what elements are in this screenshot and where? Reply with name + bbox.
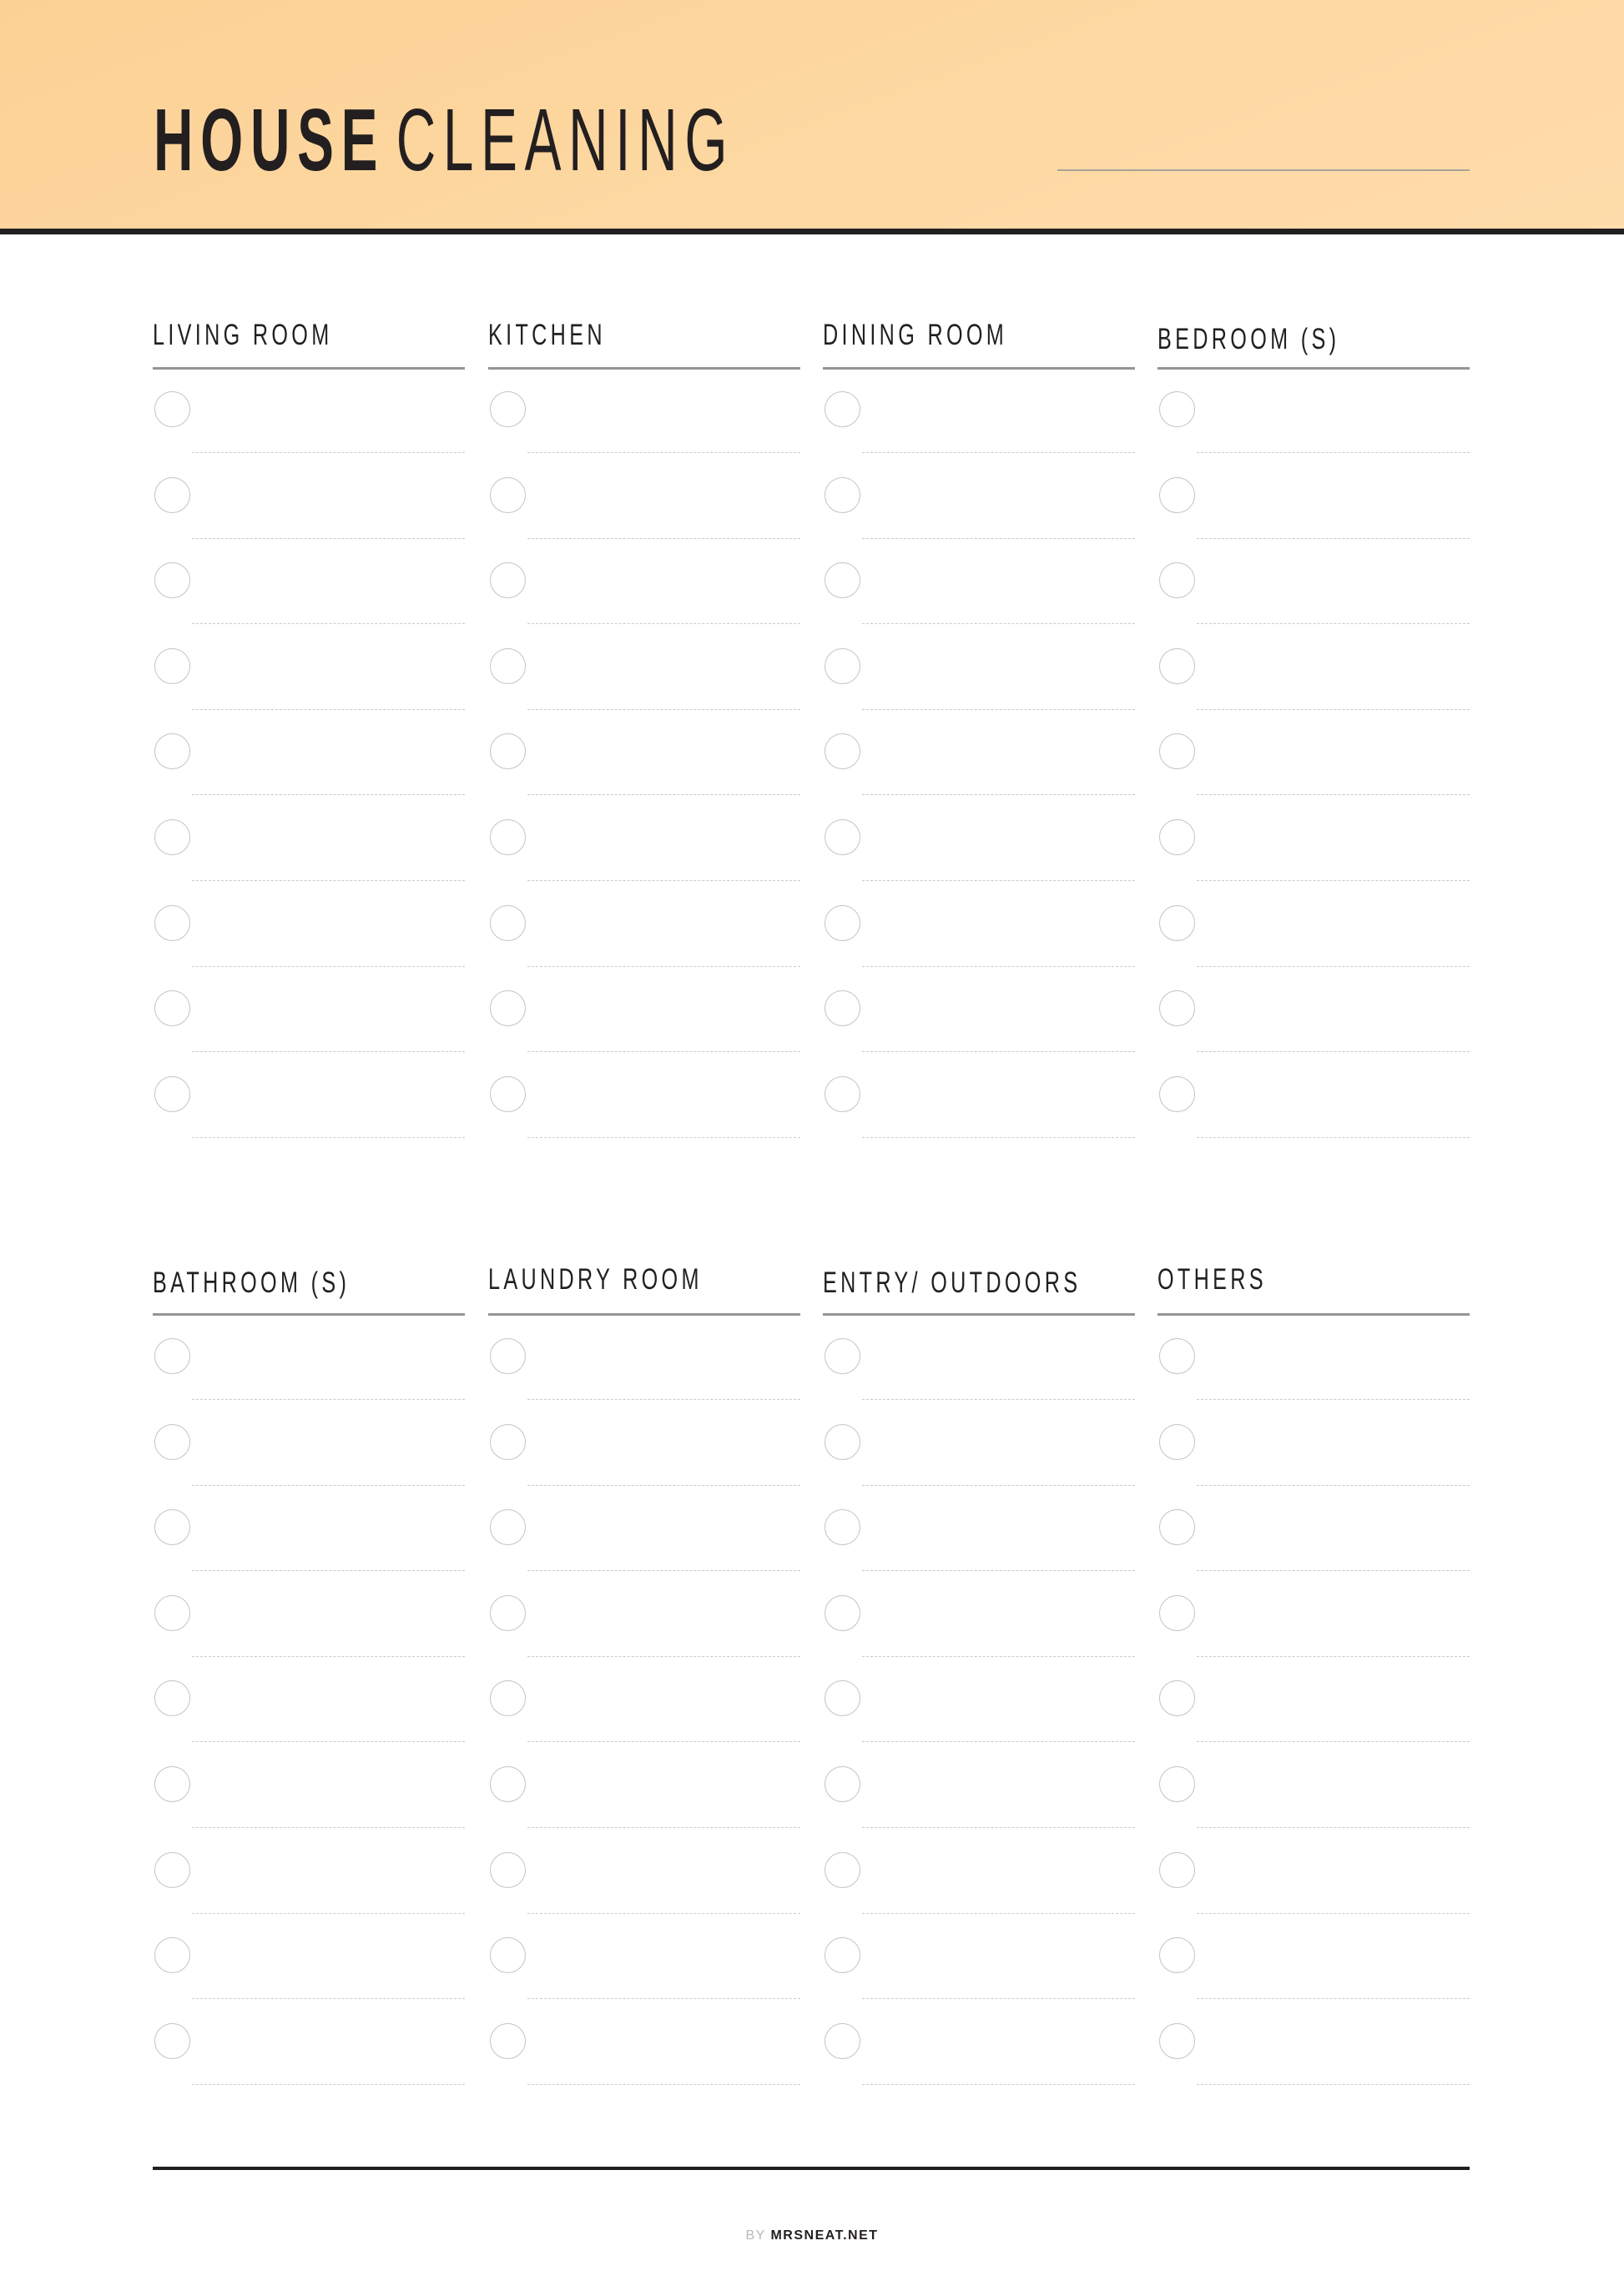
checkbox-circle[interactable]: [825, 562, 860, 598]
header-border: [0, 229, 1624, 234]
checkbox-circle[interactable]: [490, 905, 526, 941]
task-write-line[interactable]: [192, 2084, 465, 2085]
checkbox-circle[interactable]: [1159, 648, 1195, 684]
checkbox-circle[interactable]: [1159, 2023, 1195, 2059]
heading-underline: [153, 1313, 465, 1316]
checkbox-circle[interactable]: [1159, 562, 1195, 598]
checkbox-circle[interactable]: [154, 1424, 190, 1460]
task-write-line[interactable]: [1197, 1051, 1470, 1052]
checkbox-circle[interactable]: [154, 1852, 190, 1888]
checkbox-circle[interactable]: [825, 1076, 860, 1112]
task-write-line[interactable]: [1197, 880, 1470, 881]
checkbox-circle[interactable]: [825, 905, 860, 941]
heading-underline: [153, 367, 465, 370]
checkbox-circle[interactable]: [825, 391, 860, 427]
checkbox-circle[interactable]: [490, 1766, 526, 1802]
task-write-line[interactable]: [862, 1656, 1135, 1657]
task-write-line[interactable]: [862, 2084, 1135, 2085]
task-write-line[interactable]: [862, 1051, 1135, 1052]
task-write-line[interactable]: [1197, 1137, 1470, 1138]
checkbox-circle[interactable]: [825, 1766, 860, 1802]
checkbox-circle[interactable]: [1159, 1937, 1195, 1973]
checkbox-circle[interactable]: [1159, 1852, 1195, 1888]
checkbox-circle[interactable]: [1159, 1680, 1195, 1716]
task-write-line[interactable]: [1197, 2084, 1470, 2085]
task-write-line[interactable]: [527, 794, 800, 795]
checkbox-circle[interactable]: [1159, 1595, 1195, 1631]
checkbox-circle[interactable]: [1159, 1076, 1195, 1112]
task-write-line[interactable]: [527, 538, 800, 539]
task-write-line[interactable]: [527, 966, 800, 967]
checkbox-circle[interactable]: [154, 905, 190, 941]
task-write-line[interactable]: [862, 538, 1135, 539]
task-write-line[interactable]: [192, 538, 465, 539]
checkbox-circle[interactable]: [490, 391, 526, 427]
task-write-line[interactable]: [862, 1570, 1135, 1571]
task-write-line[interactable]: [1197, 1998, 1470, 1999]
task-write-line[interactable]: [1197, 966, 1470, 967]
task-write-line[interactable]: [192, 1656, 465, 1657]
checkbox-circle[interactable]: [490, 1852, 526, 1888]
checkbox-circle[interactable]: [490, 648, 526, 684]
checkbox-circle[interactable]: [154, 1595, 190, 1631]
checkbox-circle[interactable]: [154, 1509, 190, 1545]
task-write-line[interactable]: [862, 966, 1135, 967]
task-write-line[interactable]: [1197, 1485, 1470, 1486]
task-write-line[interactable]: [527, 1656, 800, 1657]
task-write-line[interactable]: [862, 1913, 1135, 1914]
task-write-line[interactable]: [192, 709, 465, 710]
checkbox-circle[interactable]: [1159, 1338, 1195, 1374]
task-write-line[interactable]: [192, 1913, 465, 1914]
checkbox-circle[interactable]: [490, 2023, 526, 2059]
checkbox-circle[interactable]: [490, 477, 526, 513]
checkbox-circle[interactable]: [825, 1338, 860, 1374]
checkbox-circle[interactable]: [490, 1424, 526, 1460]
title-bold: HOUSE: [154, 91, 386, 189]
task-write-line[interactable]: [527, 1485, 800, 1486]
heading-underline: [823, 1313, 1135, 1316]
task-write-line[interactable]: [1197, 1827, 1470, 1828]
checkbox-circle[interactable]: [825, 990, 860, 1026]
checkbox-circle[interactable]: [1159, 391, 1195, 427]
heading-entry-outdoors: ENTRY/ OUTDOORS: [823, 1266, 1082, 1299]
checkbox-circle[interactable]: [154, 819, 190, 855]
task-write-line[interactable]: [192, 1399, 465, 1400]
task-write-line[interactable]: [527, 1570, 800, 1571]
checkbox-circle[interactable]: [154, 1937, 190, 1973]
checkbox-circle[interactable]: [490, 1509, 526, 1545]
task-write-line[interactable]: [192, 623, 465, 624]
task-write-line[interactable]: [527, 1741, 800, 1742]
task-write-line[interactable]: [527, 1998, 800, 1999]
task-write-line[interactable]: [862, 1485, 1135, 1486]
task-write-line[interactable]: [527, 1399, 800, 1400]
checkbox-circle[interactable]: [490, 819, 526, 855]
task-write-line[interactable]: [192, 452, 465, 453]
task-write-line[interactable]: [527, 1913, 800, 1914]
task-write-line[interactable]: [192, 1741, 465, 1742]
task-write-line[interactable]: [862, 1827, 1135, 1828]
heading-underline: [488, 367, 800, 370]
checkbox-circle[interactable]: [154, 1338, 190, 1374]
task-write-line[interactable]: [527, 623, 800, 624]
task-write-line[interactable]: [192, 794, 465, 795]
title-light: CLEANING: [396, 91, 735, 189]
task-write-line[interactable]: [527, 709, 800, 710]
footer-credit: [0, 2228, 1624, 2243]
checkbox-circle[interactable]: [1159, 477, 1195, 513]
header-banner: [0, 0, 1624, 229]
checkbox-circle[interactable]: [825, 733, 860, 769]
checkbox-circle[interactable]: [825, 1852, 860, 1888]
task-write-line[interactable]: [862, 1399, 1135, 1400]
task-write-line[interactable]: [527, 1051, 800, 1052]
checkbox-circle[interactable]: [825, 1937, 860, 1973]
checkbox-circle[interactable]: [154, 562, 190, 598]
task-write-line[interactable]: [862, 452, 1135, 453]
heading-underline: [488, 1313, 800, 1316]
task-write-line[interactable]: [1197, 1913, 1470, 1914]
heading-bedroom-s: BEDROOM (S): [1157, 323, 1340, 355]
checkbox-circle[interactable]: [1159, 990, 1195, 1026]
task-write-line[interactable]: [192, 1570, 465, 1571]
task-write-line[interactable]: [527, 880, 800, 881]
task-write-line[interactable]: [862, 794, 1135, 795]
checkbox-circle[interactable]: [1159, 733, 1195, 769]
task-write-line[interactable]: [1197, 1741, 1470, 1742]
heading-bathroom-s: BATHROOM (S): [153, 1266, 351, 1299]
task-write-line[interactable]: [1197, 794, 1470, 795]
task-write-line[interactable]: [192, 1998, 465, 1999]
task-write-line[interactable]: [862, 1998, 1135, 1999]
checkbox-circle[interactable]: [1159, 1766, 1195, 1802]
heading-laundry-room: LAUNDRY ROOM: [488, 1263, 703, 1296]
checkbox-circle[interactable]: [154, 477, 190, 513]
checkbox-circle[interactable]: [825, 1595, 860, 1631]
checkbox-circle[interactable]: [1159, 1424, 1195, 1460]
checkbox-circle[interactable]: [490, 1338, 526, 1374]
task-write-line[interactable]: [192, 1137, 465, 1138]
checkbox-circle[interactable]: [490, 1595, 526, 1631]
task-write-line[interactable]: [1197, 1399, 1470, 1400]
heading-kitchen: KITCHEN: [488, 319, 606, 351]
checkbox-circle[interactable]: [1159, 819, 1195, 855]
task-write-line[interactable]: [862, 1137, 1135, 1138]
checkbox-circle[interactable]: [490, 990, 526, 1026]
checkbox-circle[interactable]: [154, 990, 190, 1026]
checkbox-circle[interactable]: [825, 2023, 860, 2059]
task-write-line[interactable]: [527, 1137, 800, 1138]
checkbox-circle[interactable]: [1159, 1509, 1195, 1545]
task-write-line[interactable]: [862, 623, 1135, 624]
checkbox-circle[interactable]: [825, 1424, 860, 1460]
task-write-line[interactable]: [862, 880, 1135, 881]
heading-underline: [1157, 1313, 1470, 1316]
task-write-line[interactable]: [862, 709, 1135, 710]
checkbox-circle[interactable]: [154, 1680, 190, 1716]
task-write-line[interactable]: [1197, 452, 1470, 453]
task-write-line[interactable]: [1197, 1656, 1470, 1657]
heading-dining-room: DINING ROOM: [823, 319, 1008, 351]
task-write-line[interactable]: [527, 452, 800, 453]
task-write-line[interactable]: [192, 1051, 465, 1052]
checkbox-circle[interactable]: [490, 733, 526, 769]
heading-others: OTHERS: [1157, 1263, 1267, 1296]
checkbox-circle[interactable]: [490, 1937, 526, 1973]
checkbox-circle[interactable]: [154, 2023, 190, 2059]
task-write-line[interactable]: [1197, 538, 1470, 539]
footer-divider: [153, 2167, 1470, 2170]
name-date-line[interactable]: [1057, 169, 1470, 171]
footer-by: BY: [745, 2228, 766, 2243]
heading-underline: [823, 367, 1135, 370]
page-title: [154, 91, 735, 189]
footer-site: MRSNEAT.NET: [770, 2228, 879, 2243]
checkbox-circle[interactable]: [154, 733, 190, 769]
checkbox-circle[interactable]: [490, 1076, 526, 1112]
task-write-line[interactable]: [192, 1485, 465, 1486]
task-write-line[interactable]: [1197, 709, 1470, 710]
checkbox-circle[interactable]: [825, 819, 860, 855]
task-write-line[interactable]: [1197, 623, 1470, 624]
checkbox-circle[interactable]: [825, 1509, 860, 1545]
heading-underline: [1157, 367, 1470, 370]
checkbox-circle[interactable]: [1159, 905, 1195, 941]
checkbox-circle[interactable]: [490, 1680, 526, 1716]
task-write-line[interactable]: [862, 1741, 1135, 1742]
task-write-line[interactable]: [1197, 1570, 1470, 1571]
checkbox-circle[interactable]: [154, 1076, 190, 1112]
checkbox-circle[interactable]: [825, 1680, 860, 1716]
checkbox-circle[interactable]: [154, 648, 190, 684]
checkbox-circle[interactable]: [490, 562, 526, 598]
task-write-line[interactable]: [192, 966, 465, 967]
checkbox-circle[interactable]: [154, 1766, 190, 1802]
checkbox-circle[interactable]: [825, 477, 860, 513]
task-write-line[interactable]: [192, 880, 465, 881]
checkbox-circle[interactable]: [825, 648, 860, 684]
task-write-line[interactable]: [527, 2084, 800, 2085]
checkbox-circle[interactable]: [154, 391, 190, 427]
task-write-line[interactable]: [527, 1827, 800, 1828]
task-write-line[interactable]: [192, 1827, 465, 1828]
heading-living-room: LIVING ROOM: [153, 319, 333, 351]
